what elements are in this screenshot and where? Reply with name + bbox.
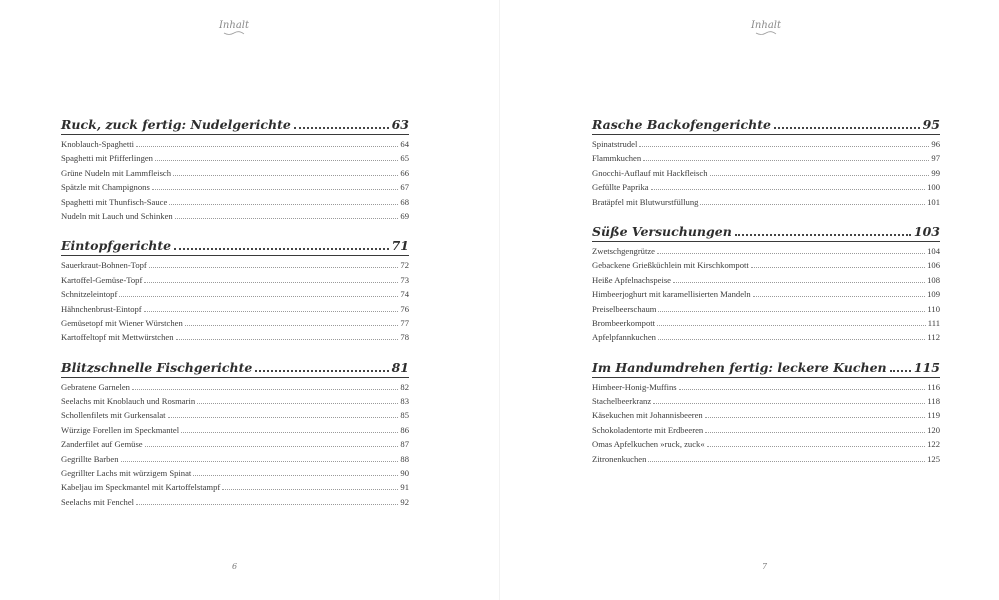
entry-title: Spinatstrudel bbox=[592, 139, 638, 149]
entry-page-number: 87 bbox=[400, 439, 409, 450]
toc-entry bbox=[592, 452, 940, 466]
toc-entry bbox=[61, 287, 409, 301]
dot-leader bbox=[132, 381, 398, 390]
entry-page-number: 68 bbox=[400, 196, 409, 207]
entry-page-number: 76 bbox=[400, 303, 409, 314]
dot-leader bbox=[145, 438, 399, 447]
dot-leader bbox=[185, 317, 399, 326]
entry-title: Brombeerkompott bbox=[592, 317, 656, 328]
entry-page-number: 120 bbox=[927, 424, 940, 435]
toc-entry bbox=[61, 302, 409, 316]
entry-title: Heiße Apfelnachspeise bbox=[592, 274, 671, 285]
dot-leader bbox=[144, 274, 398, 283]
dot-leader bbox=[705, 424, 925, 433]
dot-leader bbox=[710, 167, 930, 176]
dot-leader bbox=[657, 245, 925, 254]
dot-leader bbox=[653, 395, 925, 404]
section-title: Rasche Backofengerichte bbox=[592, 117, 771, 132]
toc-entry bbox=[61, 480, 409, 494]
toc-entry bbox=[592, 244, 940, 258]
entry-page-number: 112 bbox=[927, 332, 940, 343]
toc-section bbox=[61, 359, 409, 510]
toc-entry bbox=[61, 437, 409, 451]
toc-entry bbox=[61, 316, 409, 330]
entry-title: Bratäpfel mit Blutwurstfüllung bbox=[592, 196, 699, 207]
section-rule bbox=[592, 134, 940, 135]
toc-section bbox=[592, 223, 940, 345]
dot-leader bbox=[705, 409, 926, 418]
dot-leader bbox=[175, 210, 399, 219]
entry-page-number: 92 bbox=[400, 496, 409, 507]
entry-page-number: 109 bbox=[927, 289, 940, 300]
entry-page-number: 118 bbox=[927, 396, 940, 407]
entry-page-number: 72 bbox=[400, 260, 409, 271]
entry-page-number: 122 bbox=[927, 439, 940, 450]
swash-ornament-icon bbox=[223, 31, 245, 36]
header-label: Inhalt bbox=[750, 20, 781, 31]
dot-leader bbox=[255, 360, 388, 372]
toc-entry bbox=[592, 380, 940, 394]
dot-leader bbox=[169, 196, 398, 205]
left-page bbox=[0, 0, 499, 600]
dot-leader bbox=[152, 181, 399, 190]
toc-section bbox=[61, 116, 409, 223]
entry-page-number: 88 bbox=[400, 453, 409, 464]
entry-page-number: 73 bbox=[400, 274, 409, 285]
toc-entry bbox=[61, 258, 409, 272]
section-heading bbox=[592, 116, 940, 133]
entry-page-number: 111 bbox=[927, 317, 940, 328]
entry-page-number: 116 bbox=[927, 381, 940, 392]
toc-entry bbox=[592, 394, 940, 408]
entry-page-number: 78 bbox=[400, 332, 409, 343]
section-title: Eintopfgerichte bbox=[61, 238, 172, 254]
dot-leader bbox=[155, 152, 398, 161]
section-rule bbox=[61, 377, 409, 378]
entry-page-number: 77 bbox=[400, 317, 409, 328]
entry-page-number: 85 bbox=[400, 410, 409, 421]
entry-title: Würzige Forellen im Speckmantel bbox=[61, 424, 180, 435]
entry-page-number: 83 bbox=[400, 396, 409, 407]
dot-leader bbox=[735, 224, 911, 236]
entry-page-number: 90 bbox=[400, 468, 409, 479]
toc-entry bbox=[61, 137, 409, 151]
entry-title: Nudeln mit Lauch und Schinken bbox=[61, 210, 173, 221]
entry-page-number: 82 bbox=[400, 381, 409, 392]
toc-entry bbox=[592, 330, 940, 344]
entry-title: Himbeerjoghurt mit karamellisierten Mandeln bbox=[592, 289, 751, 300]
entry-title: Schnitzeleintopf bbox=[61, 289, 118, 300]
entry-title: Spätzle mit Champignons bbox=[61, 182, 150, 193]
running-header-right bbox=[746, 20, 786, 36]
dot-leader bbox=[751, 259, 925, 268]
dot-leader bbox=[658, 331, 925, 340]
toc-entry bbox=[592, 408, 940, 422]
dot-leader bbox=[121, 453, 399, 462]
dot-leader bbox=[136, 496, 398, 505]
section-title: Im Handumdrehen fertig: leckere Kuchen bbox=[592, 359, 887, 375]
entry-page-number: 125 bbox=[927, 453, 940, 464]
toc-entry bbox=[592, 137, 940, 151]
entry-page-number: 66 bbox=[400, 167, 409, 178]
dot-leader bbox=[679, 381, 926, 390]
section-heading bbox=[61, 237, 409, 254]
entry-title: Seelachs mit Knoblauch und Rosmarin bbox=[61, 396, 196, 407]
toc-entry bbox=[592, 180, 940, 194]
dot-leader bbox=[119, 288, 398, 297]
section-rule bbox=[61, 134, 409, 135]
entry-page-number: 69 bbox=[400, 210, 409, 221]
section-rule bbox=[592, 377, 940, 378]
toc-entry bbox=[592, 166, 940, 180]
section-page-number: 103 bbox=[913, 223, 940, 239]
toc-entry bbox=[61, 408, 409, 422]
section-page-number: 63 bbox=[391, 117, 409, 132]
entry-page-number: 104 bbox=[927, 245, 940, 256]
toc-entry bbox=[61, 452, 409, 466]
toc-entry bbox=[61, 166, 409, 180]
section-page-number: 81 bbox=[391, 359, 409, 375]
dot-leader bbox=[658, 303, 925, 312]
entry-title: Grüne Nudeln mit Lammfleisch bbox=[61, 167, 172, 178]
swash-ornament-icon bbox=[755, 31, 777, 36]
entry-title: Stachelbeerkranz bbox=[592, 396, 652, 407]
toc-entry bbox=[61, 151, 409, 165]
dot-leader bbox=[193, 467, 398, 476]
toc-section bbox=[61, 237, 409, 344]
toc-entry bbox=[592, 302, 940, 316]
section-page-number: 115 bbox=[913, 359, 940, 375]
dot-leader bbox=[149, 259, 399, 268]
section-title: Ruck, zuck fertig: Nudelgerichte bbox=[61, 117, 291, 132]
toc-entry bbox=[592, 273, 940, 287]
dot-leader bbox=[774, 117, 920, 129]
toc-entry bbox=[61, 394, 409, 408]
toc-entry bbox=[592, 423, 940, 437]
dot-leader bbox=[181, 424, 398, 433]
entry-page-number: 65 bbox=[400, 153, 409, 164]
entry-page-number: 96 bbox=[931, 139, 940, 149]
entry-title: Spaghetti mit Thunfisch-Sauce bbox=[61, 196, 168, 207]
toc-entry bbox=[61, 495, 409, 509]
entry-page-number: 99 bbox=[931, 167, 940, 178]
entry-title: Himbeer-Honig-Muffins bbox=[592, 381, 677, 392]
entry-title: Hähnchenbrust-Eintopf bbox=[61, 303, 142, 314]
section-heading bbox=[61, 359, 409, 376]
entry-page-number: 74 bbox=[400, 289, 409, 300]
toc-entry bbox=[61, 209, 409, 223]
entry-title: Gegrillter Lachs mit würzigem Spinat bbox=[61, 468, 192, 479]
dot-leader bbox=[643, 152, 929, 161]
entry-title: Flammkuchen bbox=[592, 153, 642, 164]
dot-leader bbox=[673, 274, 925, 283]
page-number-left: 6 bbox=[232, 562, 238, 571]
toc-entry bbox=[61, 180, 409, 194]
section-rule bbox=[592, 241, 940, 242]
dot-leader bbox=[176, 331, 399, 340]
entry-title: Schollenfilets mit Gurkensalat bbox=[61, 410, 166, 421]
entry-title: Kartoffeltopf mit Mettwürstchen bbox=[61, 332, 174, 343]
toc-entry bbox=[61, 380, 409, 394]
dot-leader bbox=[707, 438, 925, 447]
toc-entry bbox=[61, 330, 409, 344]
toc-entry bbox=[592, 287, 940, 301]
dot-leader bbox=[144, 303, 399, 312]
dot-leader bbox=[890, 360, 911, 372]
toc-section bbox=[592, 116, 940, 209]
entry-title: Käsekuchen mit Johannisbeeren bbox=[592, 410, 703, 421]
entry-title: Zwetschgengrütze bbox=[592, 245, 655, 256]
entry-title: Gebackene Grießküchlein mit Kirschkompott bbox=[592, 260, 749, 271]
entry-title: Zitronenkuchen bbox=[592, 453, 647, 464]
entry-title: Gebratene Garnelen bbox=[61, 381, 130, 392]
entry-title: Gegrillte Barben bbox=[61, 453, 119, 464]
toc-entry bbox=[592, 437, 940, 451]
entry-page-number: 67 bbox=[400, 182, 409, 193]
dot-leader bbox=[657, 317, 926, 326]
toc-entry bbox=[592, 195, 940, 209]
toc-entry bbox=[61, 423, 409, 437]
section-page-number: 95 bbox=[922, 117, 940, 132]
toc-entry bbox=[592, 258, 940, 272]
toc-entry bbox=[592, 151, 940, 165]
entry-page-number: 119 bbox=[927, 410, 940, 421]
dot-leader bbox=[753, 288, 925, 297]
section-rule bbox=[61, 255, 409, 256]
entry-title: Kabeljau im Speckmantel mit Kartoffelstampf bbox=[61, 482, 221, 493]
entry-page-number: 101 bbox=[927, 196, 940, 207]
dot-leader bbox=[648, 453, 925, 462]
section-heading bbox=[592, 359, 940, 376]
toc-section bbox=[592, 359, 940, 466]
entry-page-number: 100 bbox=[927, 182, 940, 193]
entry-title: Gemüsetopf mit Wiener Würstchen bbox=[61, 317, 183, 328]
entry-page-number: 108 bbox=[927, 274, 940, 285]
entry-title: Gefüllte Paprika bbox=[592, 182, 649, 193]
dot-leader bbox=[651, 181, 926, 190]
dot-leader bbox=[136, 138, 398, 147]
table-of-contents-right bbox=[592, 116, 940, 480]
table-of-contents-left bbox=[61, 116, 409, 523]
page-number-right: 7 bbox=[762, 562, 768, 571]
entry-title: Zanderfilet auf Gemüse bbox=[61, 439, 143, 450]
entry-page-number: 64 bbox=[400, 139, 409, 149]
dot-leader bbox=[168, 409, 399, 418]
toc-entry bbox=[61, 273, 409, 287]
entry-title: Seelachs mit Fenchel bbox=[61, 496, 135, 507]
dot-leader bbox=[639, 138, 929, 147]
dot-leader bbox=[294, 117, 389, 129]
toc-entry bbox=[592, 316, 940, 330]
entry-title: Schokoladentorte mit Erdbeeren bbox=[592, 424, 704, 435]
dot-leader bbox=[197, 395, 398, 404]
dot-leader bbox=[174, 238, 389, 250]
entry-page-number: 91 bbox=[400, 482, 409, 493]
right-page bbox=[500, 0, 999, 600]
section-heading bbox=[61, 116, 409, 133]
section-title: Süße Versuchungen bbox=[592, 223, 732, 239]
entry-title: Apfelpfannkuchen bbox=[592, 332, 656, 343]
entry-title: Kartoffel-Gemüse-Topf bbox=[61, 274, 143, 285]
section-heading bbox=[592, 223, 940, 240]
toc-entry bbox=[61, 466, 409, 480]
dot-leader bbox=[700, 196, 925, 205]
entry-title: Sauerkraut-Bohnen-Topf bbox=[61, 260, 147, 271]
entry-title: Knoblauch-Spaghetti bbox=[61, 139, 135, 149]
entry-page-number: 110 bbox=[927, 303, 940, 314]
section-page-number: 71 bbox=[391, 238, 409, 254]
running-header-left bbox=[214, 20, 254, 36]
entry-title: Spaghetti mit Pfifferlingen bbox=[61, 153, 153, 164]
header-label: Inhalt bbox=[218, 20, 249, 31]
section-title: Blitzschnelle Fischgerichte bbox=[61, 359, 253, 375]
entry-page-number: 86 bbox=[400, 424, 409, 435]
entry-title: Preiselbeerschaum bbox=[592, 303, 657, 314]
entry-title: Gnocchi-Auflauf mit Hackfleisch bbox=[592, 167, 708, 178]
entry-page-number: 97 bbox=[931, 153, 940, 164]
dot-leader bbox=[173, 167, 398, 176]
entry-page-number: 106 bbox=[927, 260, 940, 271]
toc-entry bbox=[61, 195, 409, 209]
entry-title: Omas Apfelkuchen »ruck, zuck« bbox=[592, 439, 705, 450]
dot-leader bbox=[222, 481, 398, 490]
